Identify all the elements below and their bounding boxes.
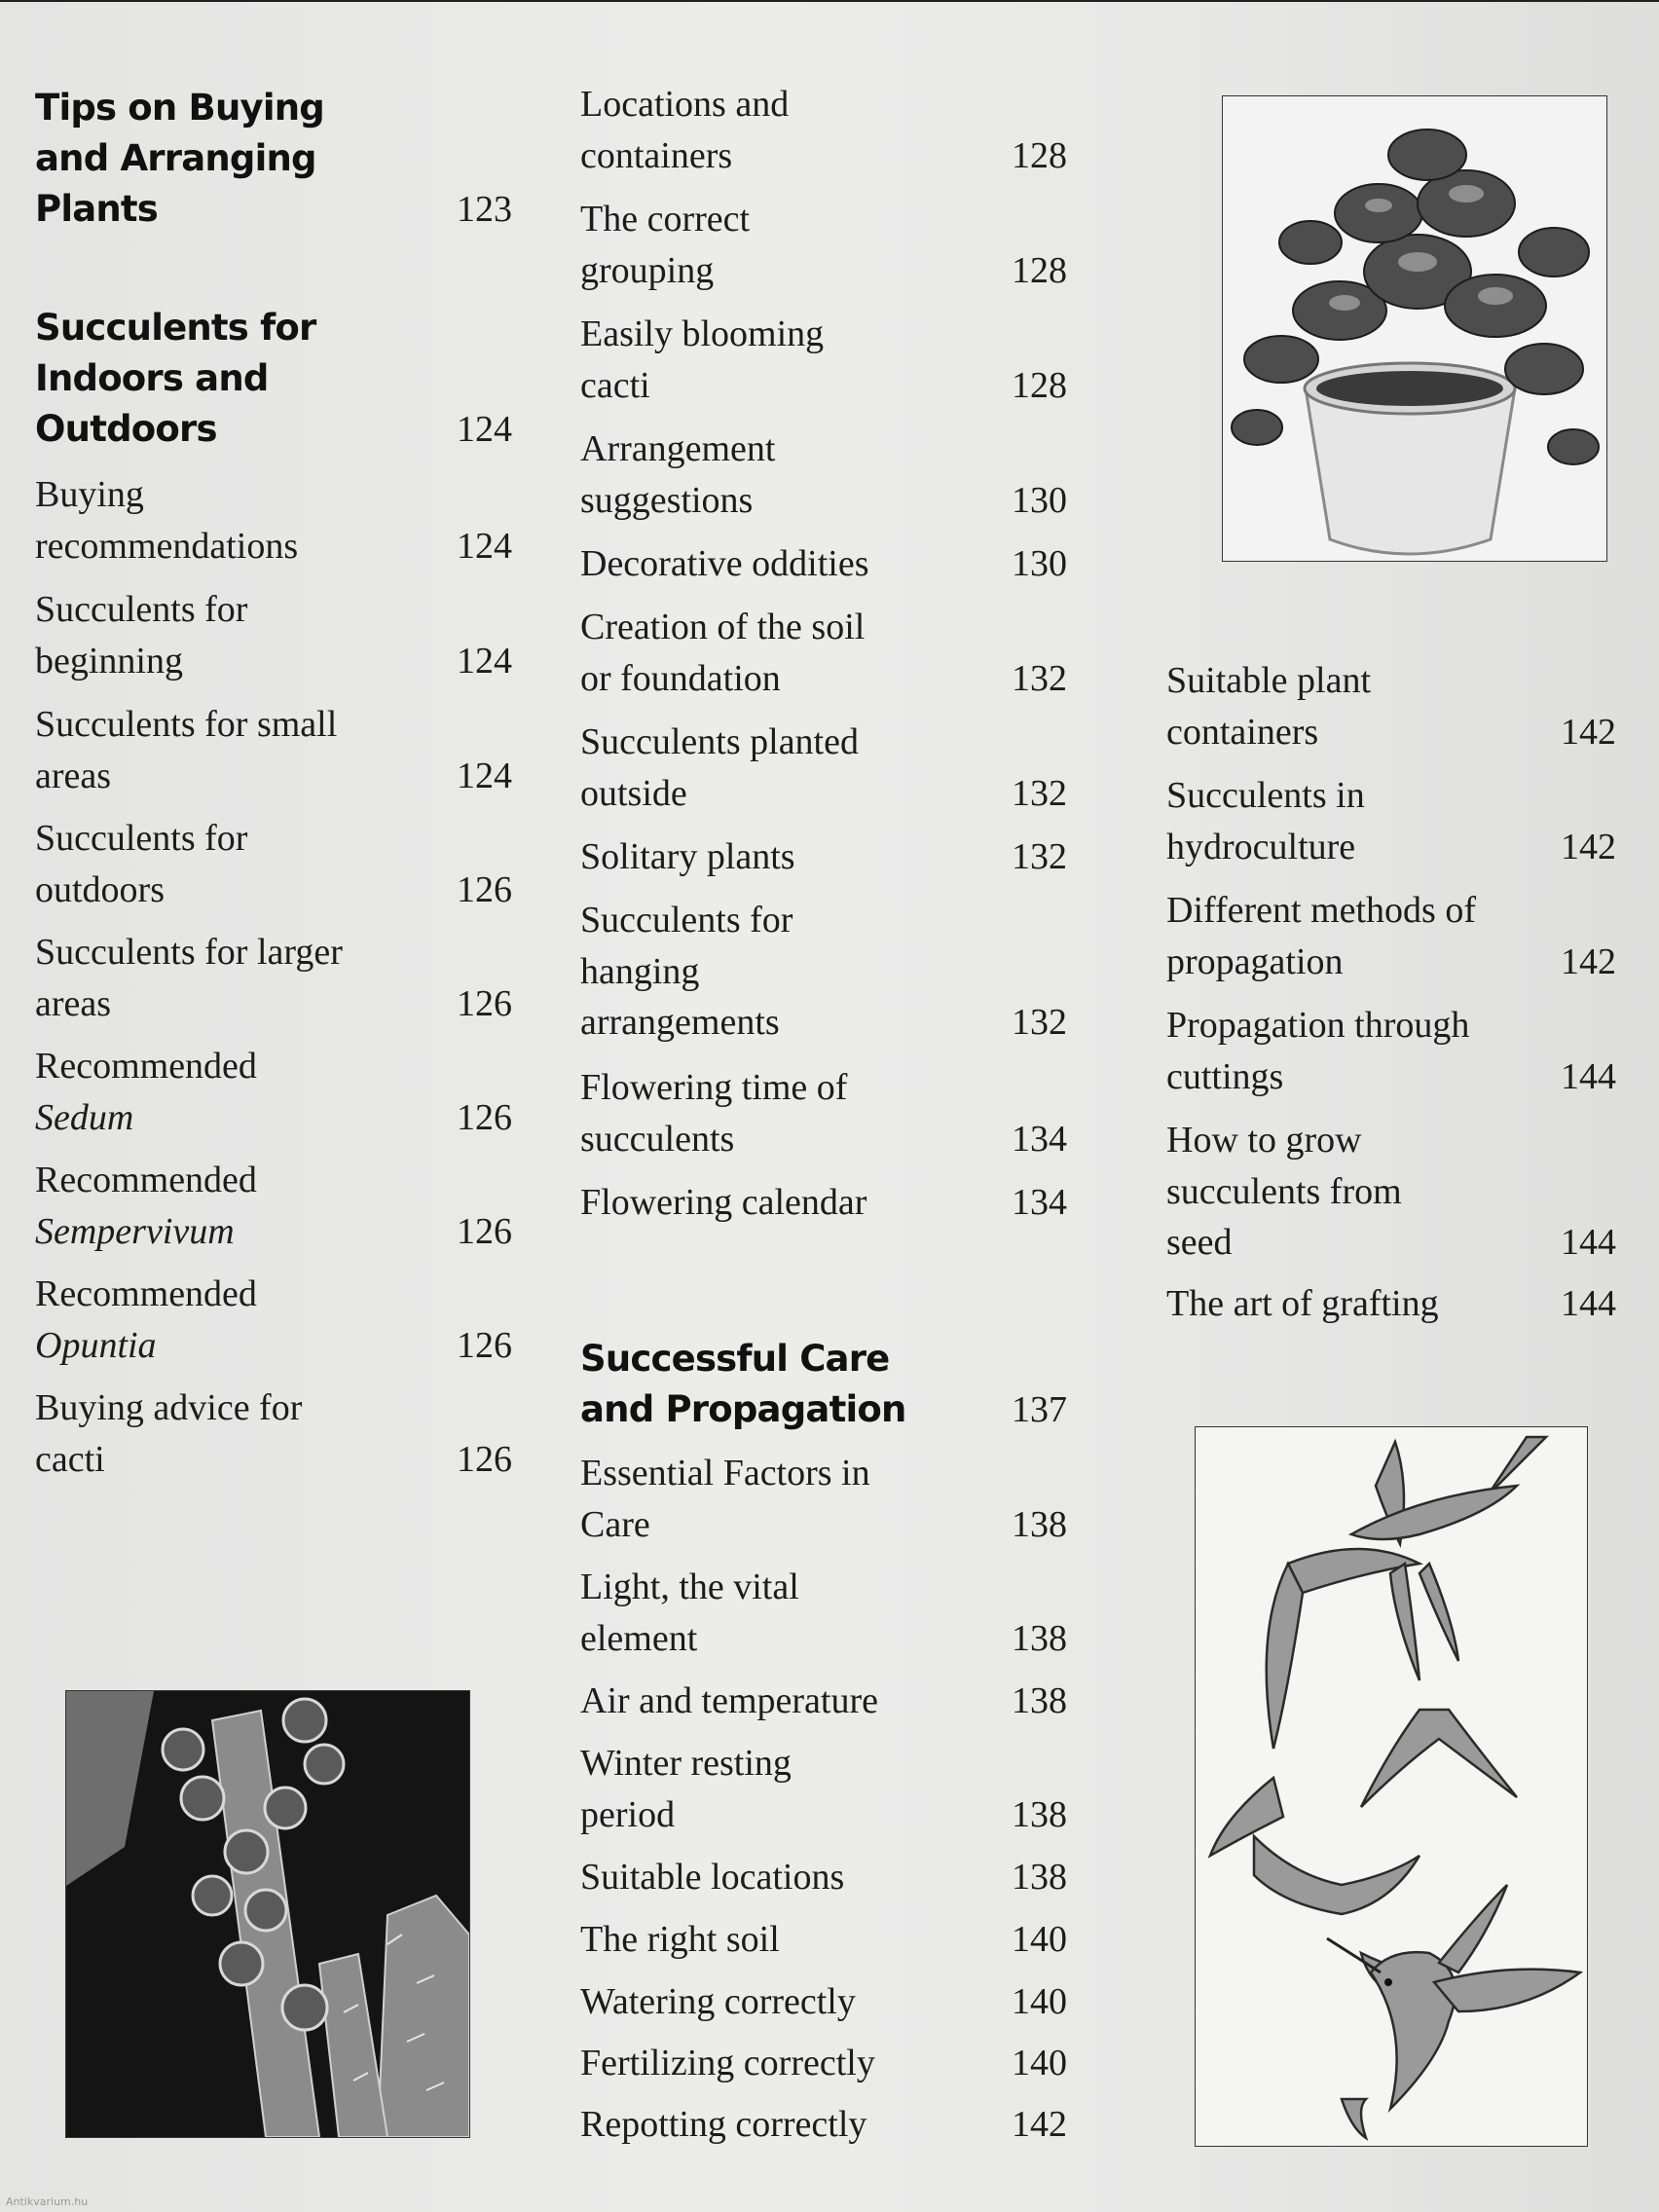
entry-title: Succulents planted — [580, 721, 859, 762]
page-number: 142 — [1561, 711, 1616, 753]
entry-title: Flowering time of — [580, 1067, 848, 1108]
entry-title-italic: Sempervivum — [35, 1210, 235, 1252]
toc-entry[interactable] — [35, 1041, 512, 1143]
entry-title-italic: Opuntia — [35, 1324, 157, 1366]
entry-title: element — [580, 1617, 698, 1659]
toc-entry[interactable] — [35, 813, 512, 915]
entry-title: recommendations — [35, 525, 299, 567]
entry-title: Buying — [35, 474, 144, 515]
entry-title: Suitable plant — [1166, 660, 1372, 701]
toc-entry[interactable] — [580, 538, 1067, 590]
page-number: 128 — [1012, 249, 1067, 291]
toc-entry[interactable] — [35, 469, 512, 571]
page-number: 140 — [1012, 2043, 1067, 2083]
toc-entry[interactable] — [1166, 885, 1616, 987]
entry-title: cuttings — [1166, 1055, 1284, 1097]
toc-entry[interactable] — [580, 1976, 1067, 2028]
heading-line: Tips on Buying — [35, 87, 324, 129]
entry-title: outside — [580, 772, 687, 814]
page-number: 124 — [457, 755, 512, 796]
toc-entry[interactable] — [1166, 1278, 1616, 1330]
page-number: 126 — [457, 1438, 512, 1480]
page-number: 132 — [1012, 836, 1067, 877]
toc-entry[interactable] — [580, 309, 1067, 411]
toc-entry[interactable] — [580, 1448, 1067, 1550]
page-number: 144 — [1561, 1055, 1616, 1097]
page-number: 137 — [1012, 1388, 1067, 1430]
entry-title: The right soil — [580, 1919, 780, 1960]
entry-title: suggestions — [580, 479, 754, 521]
page-number: 142 — [1561, 940, 1616, 982]
toc-entry[interactable] — [580, 79, 1067, 181]
toc-entry[interactable] — [580, 1676, 1067, 1727]
heading-line: Plants — [35, 188, 159, 230]
heading-line: and Arranging — [35, 137, 316, 179]
entry-title: Care — [580, 1503, 650, 1545]
section-heading-care — [580, 1334, 1067, 1435]
heading-line: Indoors and — [35, 357, 269, 399]
entry-title: Succulents for larger — [35, 932, 343, 973]
entry-title: cacti — [580, 364, 650, 406]
toc-entry[interactable] — [1166, 770, 1616, 872]
toc-entry[interactable] — [35, 1269, 512, 1371]
entry-title: containers — [1166, 711, 1319, 753]
toc-entry[interactable] — [580, 1062, 1067, 1164]
heading-line: and Propagation — [580, 1388, 906, 1430]
hummingbird-cactus-drawing — [1195, 1426, 1588, 2147]
page-number: 126 — [457, 1324, 512, 1366]
section-heading-succulents — [35, 303, 512, 455]
page-number: 132 — [1012, 1002, 1067, 1043]
entry-title: Suitable locations — [580, 1857, 845, 1898]
entry-title: Buying advice for — [35, 1387, 303, 1428]
entry-title: Succulents for — [35, 818, 248, 859]
entry-title: Repotting correctly — [580, 2104, 867, 2145]
toc-entry[interactable] — [35, 1155, 512, 1257]
page-number: 138 — [1012, 1793, 1067, 1835]
entry-title: Fertilizing correctly — [580, 2043, 875, 2083]
toc-entry[interactable] — [580, 717, 1067, 819]
toc-entry[interactable] — [1166, 1000, 1616, 1102]
entry-title: outdoors — [35, 868, 165, 910]
entry-title: Recommended — [35, 1273, 257, 1314]
heading-line: Successful Care — [580, 1338, 890, 1380]
entry-title: period — [580, 1793, 676, 1835]
page-number: 128 — [1012, 364, 1067, 406]
cactus-fruit-photo — [65, 1690, 470, 2138]
toc-entry[interactable] — [580, 1177, 1067, 1229]
page-number: 123 — [457, 188, 512, 230]
page-number: 132 — [1012, 657, 1067, 699]
page-number: 134 — [1012, 1118, 1067, 1160]
entry-title: hanging — [580, 950, 700, 992]
page-number: 140 — [1012, 1919, 1067, 1960]
page-number: 144 — [1561, 1283, 1616, 1324]
entry-title: beginning — [35, 640, 183, 682]
toc-entry[interactable] — [35, 699, 512, 801]
toc-entry[interactable] — [1166, 1115, 1616, 1269]
entry-title: areas — [35, 982, 112, 1024]
section-heading-tips — [35, 83, 512, 235]
page-number: 138 — [1012, 1617, 1067, 1659]
page-number: 130 — [1012, 543, 1067, 584]
entry-title: Winter resting — [580, 1743, 792, 1784]
entry-title: seed — [1166, 1222, 1233, 1263]
entry-title: grouping — [580, 249, 715, 291]
entry-title: Succulents for — [35, 589, 248, 630]
toc-entry[interactable] — [580, 424, 1067, 526]
page-number: 126 — [457, 868, 512, 910]
entry-title: Essential Factors in — [580, 1453, 870, 1493]
entry-title: The art of grafting — [1166, 1283, 1439, 1324]
toc-entry[interactable] — [580, 1562, 1067, 1664]
page-number: 134 — [1012, 1182, 1067, 1223]
entry-title: Creation of the soil — [580, 607, 866, 647]
toc-entry[interactable] — [580, 831, 1067, 883]
entry-title: Arrangement — [580, 428, 776, 469]
toc-entry[interactable] — [580, 1914, 1067, 1966]
page-number: 138 — [1012, 1857, 1067, 1898]
entry-title: hydroculture — [1166, 826, 1356, 867]
toc-entry[interactable] — [580, 2099, 1067, 2151]
toc-entry[interactable] — [580, 602, 1067, 704]
page-number: 126 — [457, 1210, 512, 1252]
page-number: 126 — [457, 1096, 512, 1138]
page-number: 138 — [1012, 1680, 1067, 1721]
page-number: 132 — [1012, 772, 1067, 814]
toc-entry[interactable] — [580, 895, 1067, 1049]
entry-title: The correct — [580, 199, 751, 240]
toc-entry[interactable] — [580, 194, 1067, 296]
entry-title: Flowering calendar — [580, 1182, 867, 1223]
toc-entry[interactable] — [580, 1738, 1067, 1840]
entry-title: Succulents for small — [35, 704, 338, 745]
toc-entry[interactable] — [35, 1382, 512, 1485]
entry-title: succulents — [580, 1118, 735, 1160]
entry-title: cacti — [35, 1438, 105, 1480]
entry-title: Air and temperature — [580, 1680, 878, 1721]
entry-title: arrangements — [580, 1002, 780, 1043]
entry-title: How to grow — [1166, 1120, 1362, 1161]
page-edge — [0, 0, 1659, 2]
page-number: 144 — [1561, 1222, 1616, 1263]
page-number: 130 — [1012, 479, 1067, 521]
entry-title: Succulents for — [580, 900, 793, 940]
entry-title: or foundation — [580, 657, 781, 699]
entry-title: Succulents in — [1166, 775, 1365, 816]
toc-entry[interactable] — [580, 1852, 1067, 1903]
page-number: 142 — [1561, 826, 1616, 867]
toc-entry[interactable] — [1166, 655, 1616, 757]
entry-title: Light, the vital — [580, 1567, 799, 1607]
entry-title: Easily blooming — [580, 313, 825, 354]
entry-title: succulents from — [1166, 1170, 1402, 1212]
entry-title: Solitary plants — [580, 836, 795, 877]
page-number: 126 — [457, 982, 512, 1024]
heading-line: Outdoors — [35, 408, 217, 450]
toc-entry[interactable] — [35, 927, 512, 1029]
entry-title: Decorative oddities — [580, 543, 869, 584]
page-number: 140 — [1012, 1981, 1067, 2022]
page-number: 142 — [1012, 2104, 1067, 2145]
toc-entry[interactable] — [580, 2038, 1067, 2089]
entry-title: propagation — [1166, 940, 1344, 982]
heading-line: Succulents for — [35, 307, 316, 349]
entry-title-italic: Sedum — [35, 1096, 134, 1138]
page-number: 138 — [1012, 1503, 1067, 1545]
entry-title: areas — [35, 755, 112, 796]
page-number: 124 — [457, 640, 512, 682]
potted-succulent-photo — [1222, 95, 1607, 562]
page-number: 128 — [1012, 134, 1067, 176]
entry-title: Propagation through — [1166, 1005, 1470, 1046]
entry-title: Recommended — [35, 1046, 257, 1087]
entry-title: Recommended — [35, 1160, 257, 1200]
watermark: Antikvarium.hu — [6, 2195, 89, 2208]
page-number: 124 — [457, 408, 512, 450]
entry-title: Locations and — [580, 84, 790, 125]
entry-title: Watering correctly — [580, 1981, 856, 2022]
page-number: 124 — [457, 525, 512, 567]
toc-entry[interactable] — [35, 584, 512, 686]
entry-title: containers — [580, 134, 733, 176]
entry-title: Different methods of — [1166, 890, 1476, 931]
